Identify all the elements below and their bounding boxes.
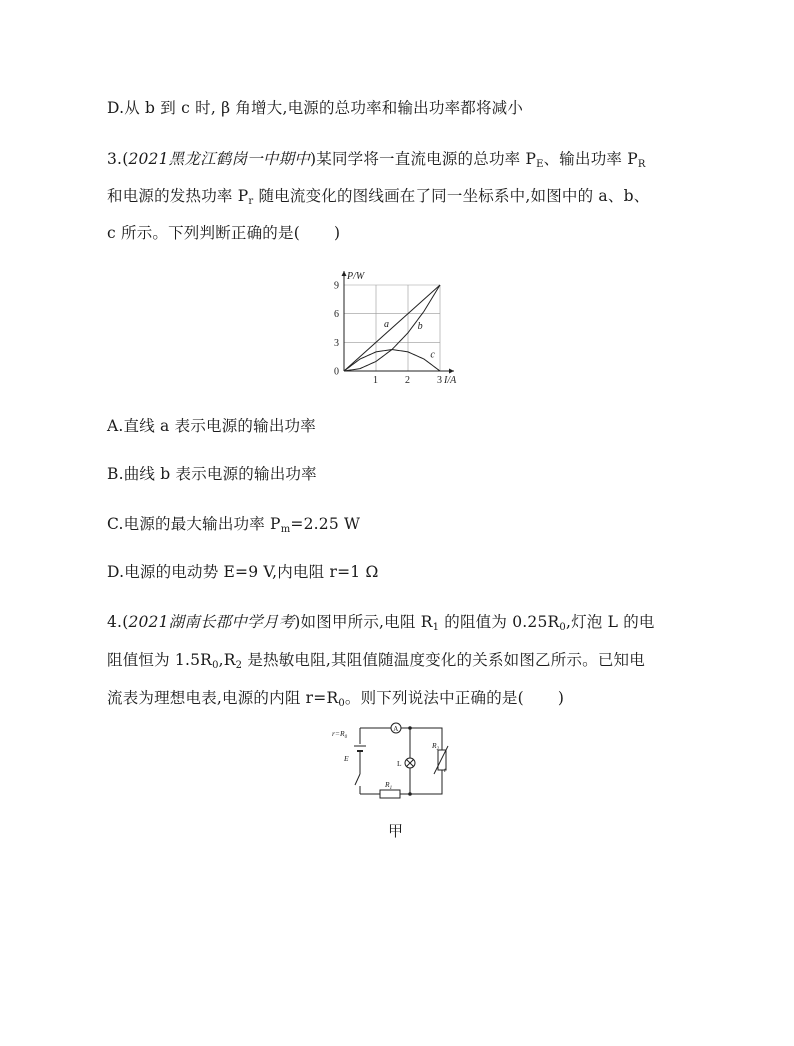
q3-stem-line2: 和电源的发热功率 $P_r$ 随电流变化的图线画在了同一坐标系中,如图中的 a、b、 (107, 187, 650, 207)
x-axis-arrow (449, 369, 454, 374)
q4-stem-line1: 4.(2021湖南长郡中学月考)如图甲所示,电阻 $R_1$ 的阻值为 $0.25R_0$,灯泡 L 的电 (107, 613, 655, 633)
series-line-c (344, 350, 440, 372)
circuit-diagram (330, 722, 450, 802)
series-label-b: b (417, 320, 423, 332)
lamp-label: L (397, 759, 402, 768)
r1-label: $R_1$ (385, 780, 393, 791)
r2-label: $R_2$ (432, 741, 440, 752)
q4-stem-line2: 阻值恒为 $1.5R_0,R_2$ 是热敏电阻,其阻值随温度变化的关系如图乙所示。已知电 (107, 651, 645, 671)
q3-stem-line3: c 所示。下列判断正确的是( ) (107, 224, 341, 242)
x-axis-label: I/A (444, 375, 457, 386)
figure-caption-jia: 甲 (388, 822, 404, 840)
origin-label: 0 (334, 366, 339, 378)
q3-stem-line1: 3.(2021黑龙江鹤岗一中期中)某同学将一直流电源的总功率 $P_E$、输出功率 $P_R$ (107, 150, 646, 170)
q3-option-d: D.电源的电动势 E=9 V,内电阻 r=1 Ω (107, 563, 379, 581)
q3-option-b: B.曲线 b 表示电源的输出功率 (107, 465, 317, 483)
r2-arrow-label: t (444, 768, 446, 774)
resistor-r1 (380, 790, 400, 798)
q3-source: 2021黑龙江鹤岗一中期中 (128, 150, 310, 168)
y-axis-label: P/W (347, 271, 365, 282)
q3-option-c: C.电源的最大输出功率 $P_m=2.25$ W (107, 515, 361, 535)
q2-option-d: D.从 b 到 c 时, β 角增大,电源的总功率和输出功率都将减小 (107, 99, 524, 117)
q4-stem-line3: 流表为理想电表,电源的内阻 $r=R_0$。则下列说法中正确的是( ) (107, 689, 565, 709)
series-line-a (344, 285, 440, 371)
series-label-a: a (384, 319, 389, 331)
y-tick-label: 3 (334, 337, 339, 349)
circuit-r-label: $r=R_0$ (332, 729, 348, 740)
q3-option-a: A.直线 a 表示电源的输出功率 (107, 417, 316, 435)
power-current-chart (320, 260, 480, 390)
q4-source: 2021湖南长郡中学月考 (128, 613, 295, 631)
switch-blade (355, 774, 360, 785)
y-axis-arrow (342, 271, 347, 276)
series-label-c: c (430, 349, 435, 361)
y-tick-label: 6 (334, 309, 339, 321)
x-tick-label: 2 (405, 375, 410, 386)
x-tick-label: 3 (437, 375, 442, 386)
ammeter-label: A (393, 724, 399, 733)
circuit-e-label: E (344, 754, 349, 763)
y-tick-label: 9 (334, 280, 339, 292)
x-tick-label: 1 (373, 375, 378, 386)
